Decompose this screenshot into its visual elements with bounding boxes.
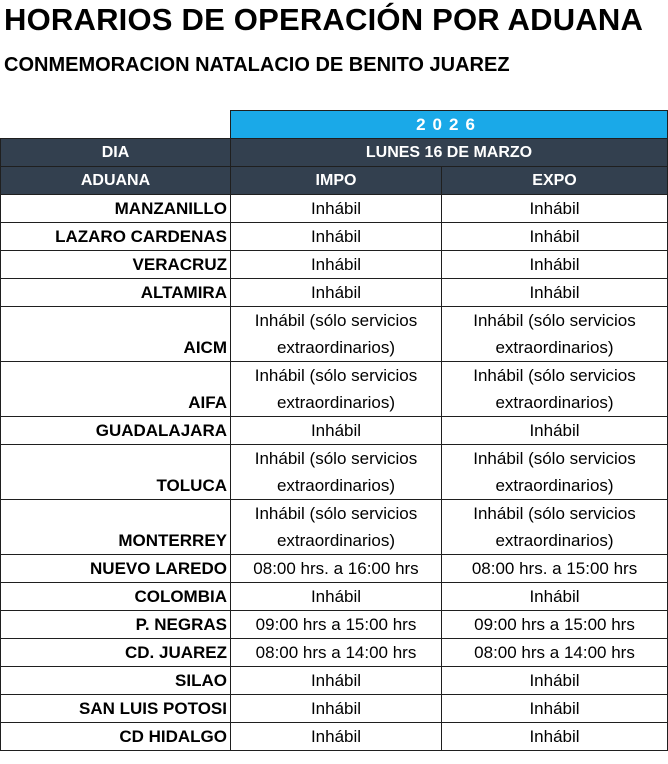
table-row — [1, 195, 668, 223]
expo-hours: 09:00 hrs a 15:00 hrs — [442, 611, 668, 639]
expo-hours: Inhábil — [442, 279, 668, 307]
impo-hours: Inhábil — [231, 695, 442, 723]
expo-hours: Inhábil — [442, 195, 668, 223]
column-header-row — [1, 167, 668, 195]
aduana-name: COLOMBIA — [1, 583, 231, 611]
expo-hours: Inhábil — [442, 583, 668, 611]
table-row — [1, 223, 668, 251]
aduana-name: AIFA — [1, 362, 231, 417]
aduana-name: LAZARO CARDENAS — [1, 223, 231, 251]
aduana-name: MANZANILLO — [1, 195, 231, 223]
impo-hours: Inhábil — [231, 251, 442, 279]
expo-hours: Inhábil — [442, 251, 668, 279]
table-row — [1, 307, 668, 362]
aduana-name: NUEVO LAREDO — [1, 555, 231, 583]
table-row — [1, 583, 668, 611]
date-label: LUNES 16 DE MARZO — [231, 139, 668, 167]
table-row — [1, 279, 668, 307]
table-row — [1, 417, 668, 445]
table-row — [1, 500, 668, 555]
impo-hours: Inhábil (sólo servicios extraordinarios) — [231, 307, 442, 362]
expo-hours: Inhábil — [442, 723, 668, 751]
impo-hours: Inhábil (sólo servicios extraordinarios) — [231, 445, 442, 500]
table-row — [1, 362, 668, 417]
impo-hours: Inhábil — [231, 417, 442, 445]
expo-hours: Inhábil — [442, 223, 668, 251]
aduana-name: GUADALAJARA — [1, 417, 231, 445]
table-row — [1, 667, 668, 695]
impo-hours: Inhábil — [231, 667, 442, 695]
expo-hours: Inhábil — [442, 417, 668, 445]
expo-hours: Inhábil (sólo servicios extraordinarios) — [442, 445, 668, 500]
impo-hours: Inhábil — [231, 223, 442, 251]
table-row — [1, 723, 668, 751]
expo-hours: 08:00 hrs a 14:00 hrs — [442, 639, 668, 667]
aduana-name: VERACRUZ — [1, 251, 231, 279]
aduana-name: CD HIDALGO — [1, 723, 231, 751]
expo-hours: Inhábil (sólo servicios extraordinarios) — [442, 362, 668, 417]
expo-hours: 08:00 hrs. a 15:00 hrs — [442, 555, 668, 583]
aduana-name: MONTERREY — [1, 500, 231, 555]
table-row — [1, 611, 668, 639]
aduana-name: TOLUCA — [1, 445, 231, 500]
impo-hours: Inhábil (sólo servicios extraordinarios) — [231, 362, 442, 417]
aduana-name: SILAO — [1, 667, 231, 695]
impo-header: IMPO — [231, 167, 442, 195]
impo-hours: Inhábil — [231, 195, 442, 223]
expo-hours: Inhábil (sólo servicios extraordinarios) — [442, 500, 668, 555]
expo-hours: Inhábil (sólo servicios extraordinarios) — [442, 307, 668, 362]
impo-hours: 09:00 hrs a 15:00 hrs — [231, 611, 442, 639]
table-row — [1, 555, 668, 583]
expo-hours: Inhábil — [442, 667, 668, 695]
page-subtitle: CONMEMORACION NATALACIO DE BENITO JUAREZ — [4, 54, 510, 76]
aduana-name: ALTAMIRA — [1, 279, 231, 307]
impo-hours: Inhábil — [231, 723, 442, 751]
impo-hours: Inhábil — [231, 279, 442, 307]
schedule-table — [0, 110, 668, 751]
impo-hours: 08:00 hrs. a 16:00 hrs — [231, 555, 442, 583]
aduana-name: CD. JUAREZ — [1, 639, 231, 667]
dia-label: DIA — [1, 139, 231, 167]
aduana-header: ADUANA — [1, 167, 231, 195]
table-row — [1, 251, 668, 279]
table-row — [1, 639, 668, 667]
expo-header: EXPO — [442, 167, 668, 195]
impo-hours: Inhábil — [231, 583, 442, 611]
table-row — [1, 445, 668, 500]
table-row — [1, 695, 668, 723]
year-row — [1, 111, 668, 139]
aduana-name: AICM — [1, 307, 231, 362]
day-row — [1, 139, 668, 167]
impo-hours: Inhábil (sólo servicios extraordinarios) — [231, 500, 442, 555]
aduana-name: SAN LUIS POTOSI — [1, 695, 231, 723]
page-title: HORARIOS DE OPERACIÓN POR ADUANA — [4, 2, 644, 37]
blank-corner-cell — [1, 111, 231, 139]
aduana-name: P. NEGRAS — [1, 611, 231, 639]
impo-hours: 08:00 hrs a 14:00 hrs — [231, 639, 442, 667]
expo-hours: Inhábil — [442, 695, 668, 723]
year-header: 2026 — [231, 111, 668, 139]
